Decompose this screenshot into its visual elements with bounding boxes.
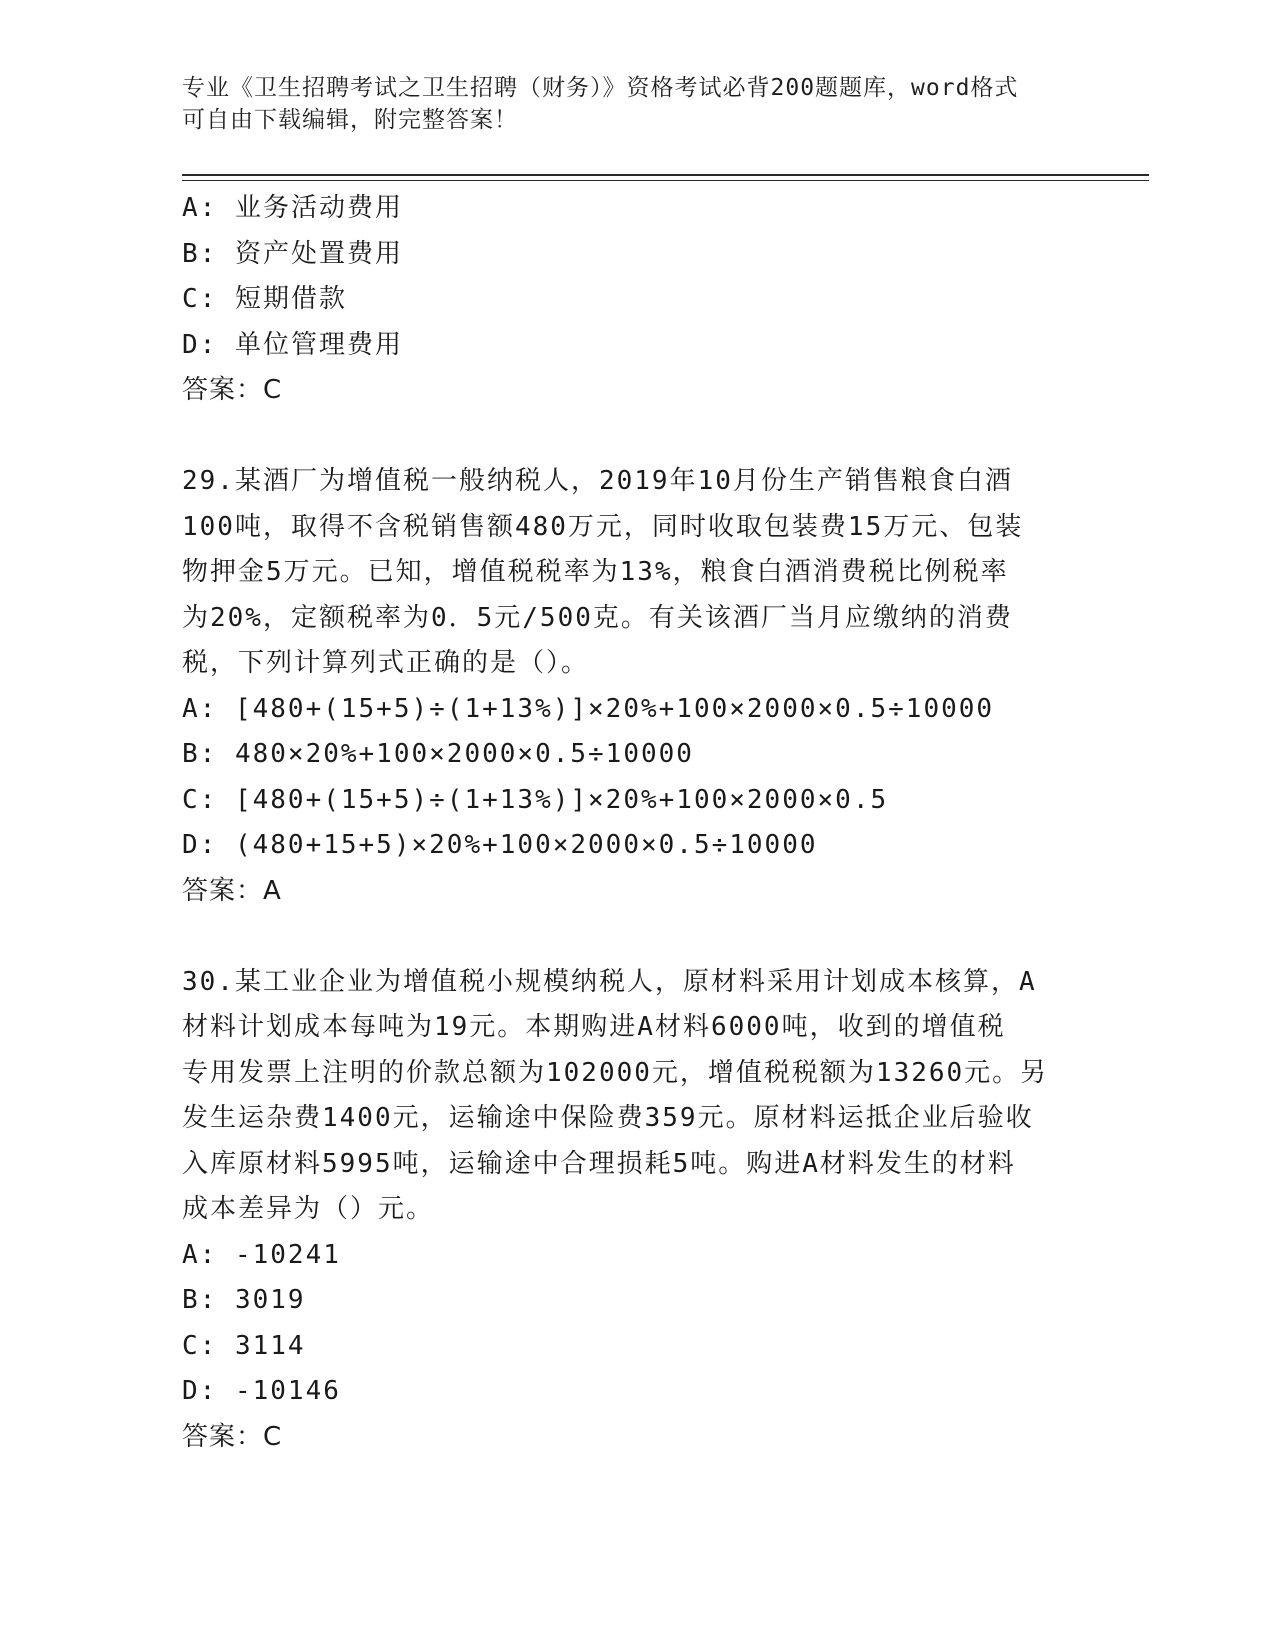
answer-label: 答案：C bbox=[182, 375, 283, 405]
question-text-line: 发生运杂费1400元，运输途中保险费359元。原材料运抵企业后验收 bbox=[182, 1103, 1034, 1133]
header-line-2: 可自由下载编辑，附完整答案！ bbox=[182, 107, 518, 133]
question-29 bbox=[182, 459, 1082, 914]
question-text-line: 入库原材料5995吨，运输途中合理损耗5吨。购进A材料发生的材料 bbox=[182, 1148, 1016, 1179]
question-text-line: 30.某工业企业为增值税小规模纳税人，原材料采用计划成本核算，A bbox=[182, 966, 1037, 997]
page-header bbox=[182, 72, 1062, 136]
header-divider-thin bbox=[182, 180, 1149, 181]
option-c: C: 短期借款 bbox=[182, 284, 347, 314]
option-b: B: 3019 bbox=[182, 1285, 306, 1315]
option-d: D: -10146 bbox=[182, 1376, 341, 1406]
spacer bbox=[182, 414, 1082, 460]
question-text-line: 100吨，取得不含税销售额480万元，同时收取包装费15万元、包装 bbox=[182, 511, 1024, 542]
question-list bbox=[182, 186, 1082, 1460]
spacer bbox=[182, 914, 1082, 960]
question-text-line: 专用发票上注明的价款总额为102000元，增值税税额为13260元。另 bbox=[182, 1057, 1049, 1088]
option-a: A: -10241 bbox=[182, 1239, 341, 1270]
header-line-1: 专业《卫生招聘考试之卫生招聘（财务）》资格考试必背200题题库，word格式 bbox=[182, 75, 1019, 101]
question-text-line: 物押金5万元。已知，增值税税率为13%，粮食白酒消费税比例税率 bbox=[182, 557, 1009, 587]
option-a: A: 业务活动费用 bbox=[182, 193, 403, 223]
question-text-line: 成本差异为（）元。 bbox=[182, 1194, 435, 1224]
answer-label: 答案：A bbox=[182, 875, 282, 906]
option-d: D: 单位管理费用 bbox=[182, 329, 403, 360]
question-30 bbox=[182, 960, 1082, 1461]
option-d: D: (480+15+5)×20%+100×2000×0.5÷10000 bbox=[182, 830, 818, 860]
question-text-line: 29.某酒厂为增值税一般纳税人，2019年10月份生产销售粮食白酒 bbox=[182, 466, 1013, 496]
header-divider-thick bbox=[182, 174, 1149, 176]
option-a: A: [480+(15+5)÷(1+13%)]×20%+100×2000×0.5÷10000 bbox=[182, 693, 995, 724]
option-b: B: 资产处置费用 bbox=[182, 238, 403, 269]
question-text-line: 税，下列计算列式正确的是（）。 bbox=[182, 648, 590, 678]
question-text-line: 材料计划成本每吨为19元。本期购进A材料6000吨，收到的增值税 bbox=[182, 1012, 1006, 1042]
question-text-line: 为20%，定额税率为0．5元/500克。有关该酒厂当月应缴纳的消费 bbox=[182, 602, 1013, 633]
option-b: B: 480×20%+100×2000×0.5÷10000 bbox=[182, 739, 694, 769]
option-c: C: [480+(15+5)÷(1+13%)]×20%+100×2000×0.5 bbox=[182, 784, 889, 815]
question-28 bbox=[182, 186, 1082, 414]
answer-label: 答案：C bbox=[182, 1421, 283, 1452]
option-c: C: 3114 bbox=[182, 1330, 306, 1361]
